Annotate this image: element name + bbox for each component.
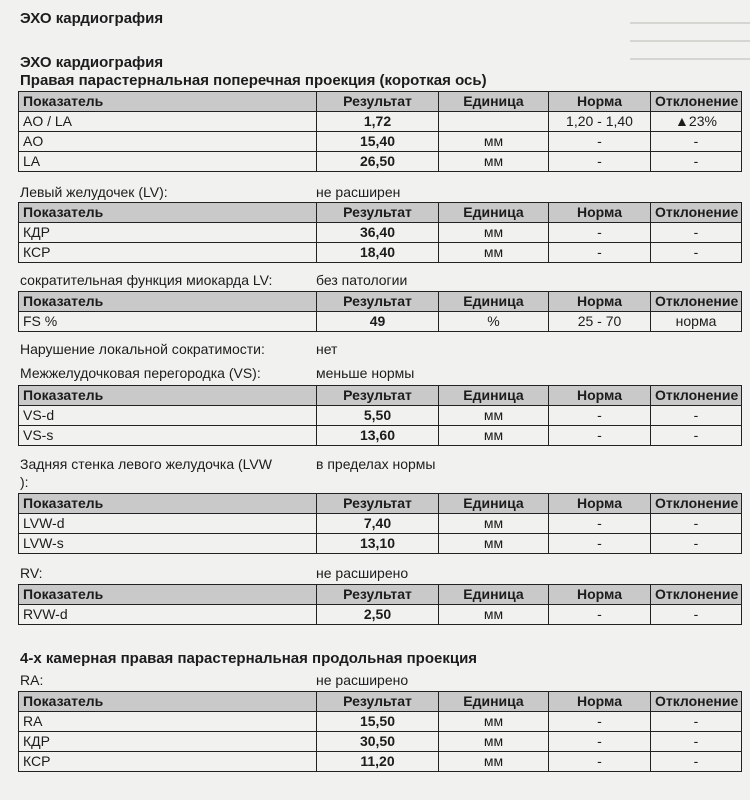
header-unit: Единица (439, 585, 549, 605)
header-deviation: Отклонение (651, 386, 742, 406)
row-indicator: RA (19, 712, 317, 732)
row-deviation: - (651, 514, 742, 534)
vs-label: Межжелудочковая перегородка (VS): (20, 365, 261, 381)
row-result: 30,50 (317, 732, 439, 752)
header-result: Результат (317, 92, 439, 112)
row-unit: мм (439, 534, 549, 554)
header-unit: Единица (439, 203, 549, 223)
row-deviation: - (651, 223, 742, 243)
row-result: 26,50 (317, 152, 439, 172)
table-row (19, 426, 742, 446)
row-indicator: FS % (19, 312, 317, 332)
table-header-row (19, 292, 742, 312)
table-row (19, 406, 742, 426)
table-header-row (19, 692, 742, 712)
rv-value: не расширено (316, 565, 409, 581)
row-result: 7,40 (317, 514, 439, 534)
lvw-value: в пределах нормы (316, 456, 436, 472)
table-row (19, 752, 742, 772)
rv-label: RV: (20, 565, 43, 581)
header-deviation: Отклонение (651, 585, 742, 605)
row-deviation: - (651, 426, 742, 446)
table-header-row (19, 585, 742, 605)
header-norm: Норма (549, 386, 651, 406)
table-row (19, 312, 742, 332)
row-deviation: - (651, 534, 742, 554)
contractile-label: сократительная функция миокарда LV: (20, 272, 273, 288)
table-fs (18, 291, 742, 332)
table-row (19, 534, 742, 554)
header-deviation: Отклонение (651, 494, 742, 514)
table-row (19, 732, 742, 752)
header-deviation: Отклонение (651, 92, 742, 112)
row-unit: мм (439, 426, 549, 446)
lvw-label-line1: Задняя стенка левого желудочка (LVW (20, 456, 272, 472)
row-deviation: - (651, 132, 742, 152)
row-unit: мм (439, 514, 549, 534)
header-norm: Норма (549, 585, 651, 605)
row-norm: - (549, 426, 651, 446)
header-norm: Норма (549, 292, 651, 312)
table-lvw (18, 493, 742, 554)
row-indicator: LA (19, 152, 317, 172)
table-row (19, 112, 742, 132)
row-norm: - (549, 712, 651, 732)
row-norm: - (549, 514, 651, 534)
table-row (19, 223, 742, 243)
lvw-label-line2: ): (20, 474, 29, 490)
show-through-mark (630, 22, 750, 24)
row-deviation: - (651, 732, 742, 752)
header-indicator: Показатель (19, 494, 317, 514)
row-indicator: LVW-s (19, 534, 317, 554)
section-subheading: Правая парастернальная поперечная проекция (короткая ось) (20, 72, 487, 89)
row-indicator: КДР (19, 223, 317, 243)
row-norm: - (549, 152, 651, 172)
local-value: нет (316, 341, 338, 357)
row-indicator: КСР (19, 243, 317, 263)
ra-value: не расширено (316, 672, 409, 688)
show-through-mark (630, 40, 750, 42)
header-result: Результат (317, 585, 439, 605)
row-deviation: - (651, 243, 742, 263)
row-indicator: VS-d (19, 406, 317, 426)
row-result: 49 (317, 312, 439, 332)
row-result: 15,50 (317, 712, 439, 732)
row-indicator: КДР (19, 732, 317, 752)
row-norm: - (549, 534, 651, 554)
row-norm: - (549, 732, 651, 752)
header-unit: Единица (439, 494, 549, 514)
table-ao-la (18, 91, 742, 172)
header-result: Результат (317, 203, 439, 223)
table-header-row (19, 203, 742, 223)
header-indicator: Показатель (19, 386, 317, 406)
header-indicator: Показатель (19, 92, 317, 112)
header-deviation: Отклонение (651, 292, 742, 312)
row-deviation: - (651, 406, 742, 426)
row-unit: мм (439, 752, 549, 772)
row-norm: - (549, 132, 651, 152)
header-indicator: Показатель (19, 692, 317, 712)
table-row (19, 243, 742, 263)
row-result: 11,20 (317, 752, 439, 772)
row-unit: мм (439, 732, 549, 752)
page-title: ЭХО кардиография (20, 10, 164, 27)
row-norm: 25 - 70 (549, 312, 651, 332)
row-result: 13,10 (317, 534, 439, 554)
table-row (19, 514, 742, 534)
row-unit: мм (439, 152, 549, 172)
table-header-row (19, 386, 742, 406)
header-norm: Норма (549, 92, 651, 112)
row-deviation: - (651, 712, 742, 732)
table-ra (18, 691, 742, 772)
table-row (19, 605, 742, 625)
row-deviation: - (651, 752, 742, 772)
header-unit: Единица (439, 386, 549, 406)
section-heading: ЭХО кардиография (20, 54, 164, 71)
row-result: 18,40 (317, 243, 439, 263)
row-indicator: AO (19, 132, 317, 152)
row-norm: 1,20 - 1,40 (549, 112, 651, 132)
header-indicator: Показатель (19, 292, 317, 312)
row-indicator: RVW-d (19, 605, 317, 625)
row-unit: мм (439, 132, 549, 152)
row-unit (439, 112, 549, 132)
local-label: Нарушение локальной сократимости: (20, 341, 265, 357)
table-header-row (19, 494, 742, 514)
row-norm: - (549, 223, 651, 243)
section2-heading: 4-х камерная правая парастернальная продольная проекция (20, 650, 478, 667)
header-unit: Единица (439, 692, 549, 712)
table-row (19, 132, 742, 152)
header-deviation: Отклонение (651, 203, 742, 223)
row-deviation: - (651, 152, 742, 172)
table-vs (18, 385, 742, 446)
header-result: Результат (317, 386, 439, 406)
row-indicator: КСР (19, 752, 317, 772)
table-row (19, 152, 742, 172)
row-deviation: ▲23% (651, 112, 742, 132)
row-unit: мм (439, 243, 549, 263)
header-norm: Норма (549, 692, 651, 712)
table-lv (18, 202, 742, 263)
row-norm: - (549, 406, 651, 426)
row-indicator: LVW-d (19, 514, 317, 534)
row-indicator: AO / LA (19, 112, 317, 132)
row-deviation: норма (651, 312, 742, 332)
row-norm: - (549, 752, 651, 772)
header-result: Результат (317, 292, 439, 312)
row-result: 15,40 (317, 132, 439, 152)
contractile-value: без патологии (316, 272, 408, 288)
header-unit: Единица (439, 292, 549, 312)
vs-value: меньше нормы (316, 365, 415, 381)
header-norm: Норма (549, 494, 651, 514)
row-result: 36,40 (317, 223, 439, 243)
table-rvw (18, 584, 742, 625)
header-unit: Единица (439, 92, 549, 112)
row-norm: - (549, 243, 651, 263)
row-result: 13,60 (317, 426, 439, 446)
table-header-row (19, 92, 742, 112)
row-deviation: - (651, 605, 742, 625)
header-deviation: Отклонение (651, 692, 742, 712)
row-result: 2,50 (317, 605, 439, 625)
header-indicator: Показатель (19, 203, 317, 223)
row-unit: % (439, 312, 549, 332)
show-through-mark (630, 58, 750, 60)
row-unit: мм (439, 223, 549, 243)
row-unit: мм (439, 406, 549, 426)
row-result: 1,72 (317, 112, 439, 132)
header-indicator: Показатель (19, 585, 317, 605)
lv-label: Левый желудочек (LV): (20, 184, 168, 200)
row-result: 5,50 (317, 406, 439, 426)
row-unit: мм (439, 712, 549, 732)
lv-value: не расширен (316, 184, 401, 200)
row-unit: мм (439, 605, 549, 625)
header-result: Результат (317, 494, 439, 514)
header-norm: Норма (549, 203, 651, 223)
row-norm: - (549, 605, 651, 625)
row-indicator: VS-s (19, 426, 317, 446)
table-row (19, 712, 742, 732)
ra-label: RA: (20, 672, 44, 688)
header-result: Результат (317, 692, 439, 712)
